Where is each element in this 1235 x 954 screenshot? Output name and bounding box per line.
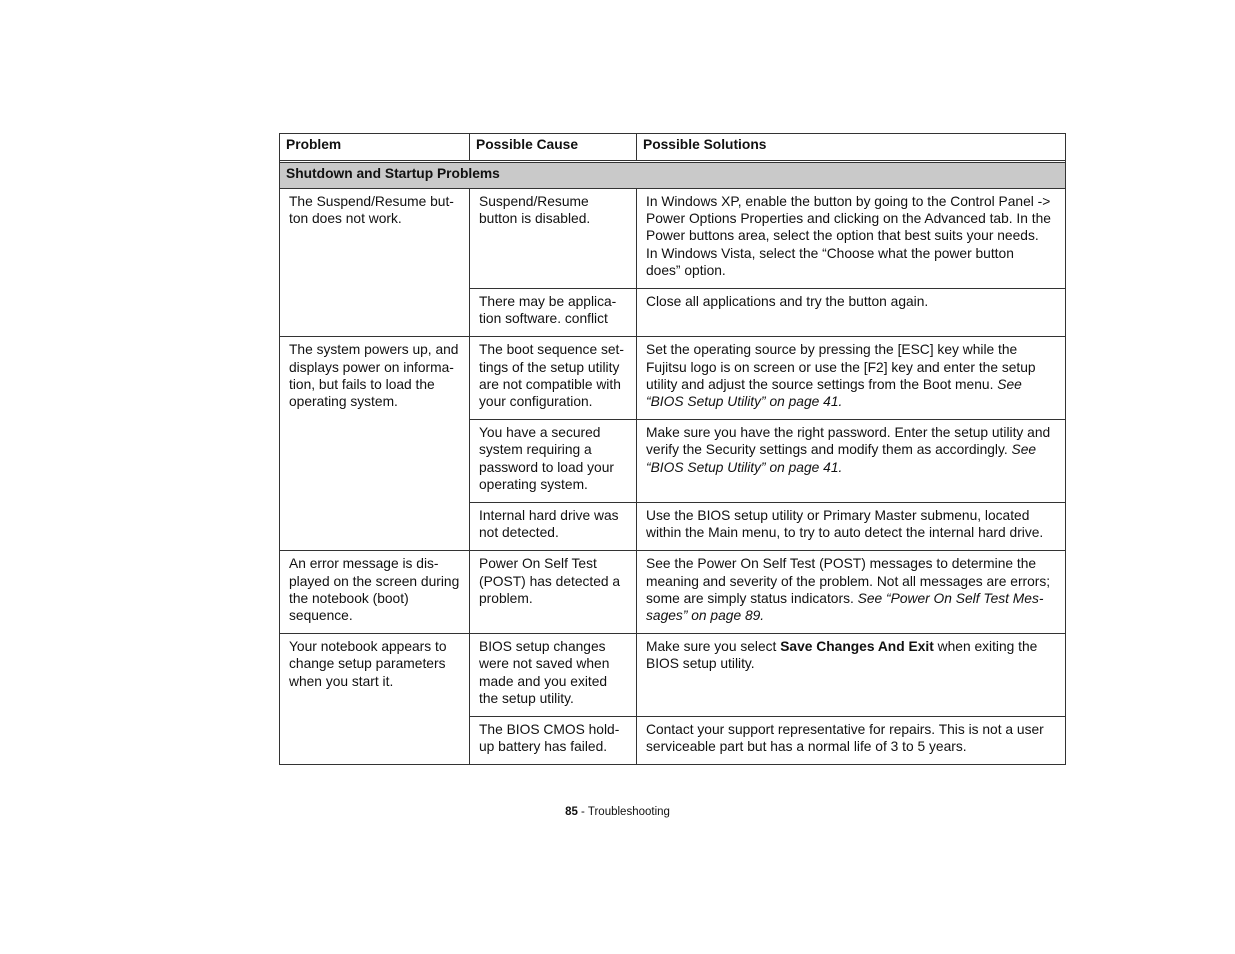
cause-cell: Suspend/Resume button is disabled. bbox=[470, 189, 637, 289]
solution-cell bbox=[637, 717, 1066, 765]
problem-cell: Your notebook appears to change setup parameters when you start it. bbox=[280, 634, 470, 765]
solution-text: Use the BIOS setup utility or Primary Master submenu, located within the Main menu, to try to auto detect the internal hard drive. bbox=[646, 508, 1044, 541]
cause-cell: The BIOS CMOS hold- up battery has failed. bbox=[470, 717, 637, 765]
section-title: Shutdown and Startup Problems bbox=[280, 163, 1066, 189]
solution-text: Make sure you select bbox=[646, 639, 781, 655]
problem-cell: An error message is dis- played on the screen during the notebook (boot) sequence. bbox=[280, 551, 470, 634]
cause-cell: The boot sequence set- tings of the setup utility are not compatible with your configuration. bbox=[470, 337, 637, 420]
footer-separator: - bbox=[577, 806, 588, 818]
table-row bbox=[280, 634, 1066, 717]
problem-cell: The Suspend/Resume but- ton does not work. bbox=[280, 189, 470, 337]
footer-section-name: Troubleshooting bbox=[587, 806, 670, 818]
page-number: 85 bbox=[565, 806, 578, 818]
solution-cell bbox=[637, 289, 1066, 337]
solution-cell bbox=[637, 551, 1066, 634]
solution-cell bbox=[637, 634, 1066, 717]
table-row bbox=[280, 189, 1066, 289]
table-header-row bbox=[280, 134, 1066, 161]
solution-cross-reference: See “BIOS Setup Utility” on page 41. bbox=[646, 376, 1022, 410]
header-problem: Problem bbox=[280, 134, 470, 161]
section-row bbox=[280, 163, 1066, 189]
cause-cell: You have a secured system requiring a password to load your operating system. bbox=[470, 420, 637, 503]
solution-cell bbox=[637, 189, 1066, 289]
header-possible-solutions: Possible Solutions bbox=[637, 134, 1066, 161]
solution-text: Contact your support representative for repairs. This is not a user serviceable part but has a normal life of 3 to 5 years. bbox=[646, 722, 1044, 755]
problem-cell: The system powers up, and displays power on informa- tion, but fails to load the operating system. bbox=[280, 337, 470, 551]
solution-cross-reference: See “Power On Self Test Mes- sages” on page 89. bbox=[646, 590, 1044, 624]
table-row bbox=[280, 551, 1066, 634]
cause-cell: Power On Self Test (POST) has detected a problem. bbox=[470, 551, 637, 634]
solution-text: Close all applications and try the button again. bbox=[646, 294, 929, 310]
solution-cell bbox=[637, 503, 1066, 551]
cause-cell: BIOS setup changes were not saved when made and you exited the setup utility. bbox=[470, 634, 637, 717]
header-possible-cause: Possible Cause bbox=[470, 134, 637, 161]
solution-cross-reference: See “BIOS Setup Utility” on page 41. bbox=[646, 442, 1037, 475]
solution-bold-text: Save Changes And Exit bbox=[780, 639, 934, 655]
cause-cell: Internal hard drive was not detected. bbox=[470, 503, 637, 551]
table-body bbox=[280, 189, 1066, 765]
solution-cell bbox=[637, 420, 1066, 503]
solution-cell bbox=[637, 337, 1066, 420]
table-row bbox=[280, 337, 1066, 420]
solution-text: Make sure you have the right password. Enter the setup utility and verify the Security settings and modify them as accordingly. bbox=[646, 425, 1051, 458]
solution-text: See the Power On Self Test (POST) messages to determine the meaning and severity of the problem. Not all messages are errors; some are simply status indicators. bbox=[646, 556, 1051, 606]
troubleshooting-table bbox=[279, 133, 1066, 765]
solution-text: when exiting the BIOS setup utility. bbox=[646, 639, 1038, 672]
page-footer bbox=[0, 806, 1235, 818]
solution-text: Set the operating source by pressing the [ESC] key while the Fujitsu logo is on screen or use the [F2] key and enter the setup utility and adjust the source settings from the Boot menu. bbox=[646, 342, 1036, 392]
cause-cell: There may be applica- tion software. conflict bbox=[470, 289, 637, 337]
solution-text: In Windows XP, enable the button by going to the Control Panel -> Power Options Properties and clicking on the Advanced tab. In the Power buttons area, select the option that best suits your needs. In Windows Vista, select the “Choose what the power button does” option. bbox=[646, 194, 1051, 278]
